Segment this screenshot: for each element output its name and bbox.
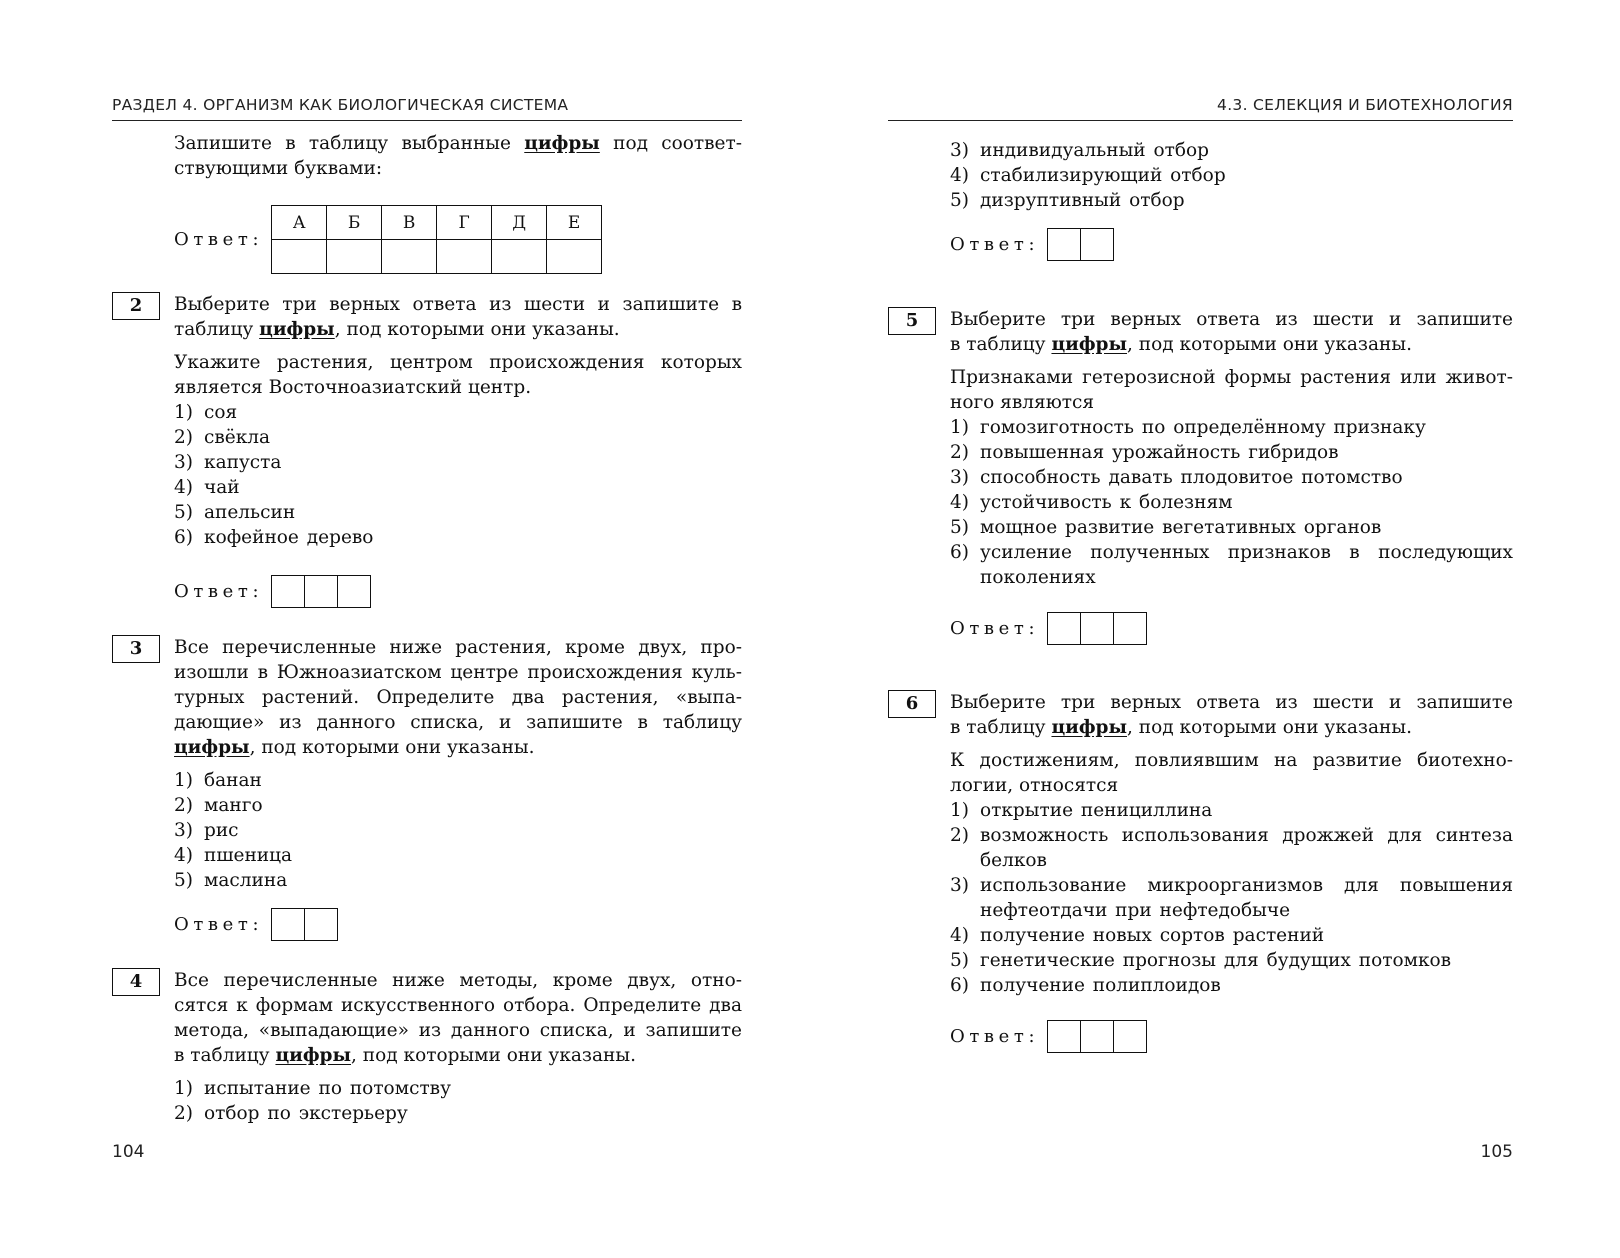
answer-label: Ответ:: [174, 581, 264, 602]
right-page: [888, 0, 1513, 1258]
answer-boxes: [1047, 1020, 1147, 1053]
answer-row-q2: [174, 575, 371, 608]
letter-header: Б: [327, 206, 382, 240]
letters-answer-table: [271, 205, 602, 274]
option-item: 3) капуста: [174, 452, 282, 473]
answer-box[interactable]: [1081, 229, 1113, 260]
letters-answer-row: [272, 240, 602, 274]
answer-row-q6: [950, 1020, 1147, 1053]
answer-boxes: [271, 908, 338, 941]
answer-box[interactable]: [1081, 613, 1114, 644]
option-item: 1) открытие пенициллина: [950, 800, 1213, 821]
option-item: 1) гомозиготность по определённому признаку: [950, 417, 1426, 438]
option-item: 6) усиление полученных признаков в последующих поколениях: [950, 542, 1513, 588]
question-6: Выберите три верных ответа из шести и запишите в таблицу цифры, под которыми они указаны. К достижениям, повлиявшим на развитие биотехно- логии, относятся 1) открытие пенициллина 2) возможность использования дрожжей для синтеза белков 3) использование микроорганизмов для повышения нефтеотдачи при нефтедобыче 4) получение новых сортов растений 5) генетические прогнозы для будущих потомков 6) получение полиплоидов: [950, 692, 1513, 996]
answer-cell[interactable]: [492, 240, 547, 274]
answer-row-q3: [174, 908, 338, 941]
letter-header: Д: [492, 206, 547, 240]
option-item: 2) повышенная урожайность гибридов: [950, 442, 1339, 463]
question-number-4: 4: [112, 968, 160, 996]
running-head-right: 4.3. СЕЛЕКЦИЯ И БИОТЕХНОЛОГИЯ: [888, 96, 1513, 121]
answer-box[interactable]: [272, 909, 305, 940]
answer-row-q5: [950, 612, 1147, 645]
answer-row-q4: [950, 228, 1114, 261]
answer-box[interactable]: [1114, 1021, 1146, 1052]
keyword-digits: цифры: [275, 1045, 352, 1066]
answer-boxes: [271, 575, 371, 608]
answer-boxes: [1047, 612, 1147, 645]
option-item: 5) генетические прогнозы для будущих потомков: [950, 950, 1452, 971]
option-item: 3) использование микроорганизмов для повышения нефтеотдачи при нефтедобыче: [950, 875, 1513, 921]
option-item: 2) возможность использования дрожжей для синтеза белков: [950, 825, 1513, 871]
keyword-digits: цифры: [259, 319, 335, 340]
question-number-5: 5: [888, 307, 936, 335]
answer-boxes: [1047, 228, 1114, 261]
letter-header: Е: [547, 206, 602, 240]
option-item: 6) получение полиплоидов: [950, 975, 1221, 996]
intro-text: Запишите в таблицу выбранные цифры под соответ-: [174, 133, 742, 154]
answer-label: Ответ:: [174, 914, 264, 935]
answer-cell[interactable]: [382, 240, 437, 274]
option-item: 4) чай: [174, 477, 240, 498]
letter-header: Г: [437, 206, 492, 240]
option-item: 3) индивидуальный отбор: [950, 140, 1210, 161]
option-item: 5) маслина: [174, 870, 288, 891]
answer-label: Ответ:: [950, 1026, 1040, 1047]
running-head-left: РАЗДЕЛ 4. ОРГАНИЗМ КАК БИОЛОГИЧЕСКАЯ СИСТЕМА: [112, 96, 742, 121]
question-4-continued: [950, 138, 1513, 213]
intro-text-line2: ствующими буквами:: [174, 158, 383, 179]
answer-box[interactable]: [1048, 1021, 1081, 1052]
question-number-2: 2: [112, 292, 160, 320]
page-number-left: 104: [112, 1142, 145, 1162]
option-item: 4) пшеница: [174, 845, 293, 866]
option-item: 1) соя: [174, 402, 238, 423]
option-item: 1) банан: [174, 770, 262, 791]
option-item: 5) дизруптивный отбор: [950, 190, 1185, 211]
letter-header: А: [272, 206, 327, 240]
option-item: 2) свёкла: [174, 427, 271, 448]
answer-box[interactable]: [305, 909, 337, 940]
answer-box[interactable]: [305, 576, 338, 607]
question-number-6: 6: [888, 690, 936, 718]
option-item: 2) отбор по экстерьеру: [174, 1103, 408, 1124]
answer-label: Ответ:: [950, 618, 1040, 639]
answer-box[interactable]: [1081, 1021, 1114, 1052]
keyword-digits: цифры: [524, 133, 600, 154]
keyword-digits: цифры: [1051, 334, 1128, 355]
option-item: 3) рис: [174, 820, 239, 841]
page-number-right: 105: [1480, 1142, 1513, 1162]
option-item: 6) кофейное дерево: [174, 527, 374, 548]
question-4: Все перечисленные ниже методы, кроме двух, отно- сятся к формам искусственного отбора. Определите два метода, «выпадающие» из данного списка, и запишите в таблицу цифры, под которыми они указаны. 1) испытание по потомству 2) отбор по экстерьеру: [174, 970, 742, 1124]
answer-table-row: [174, 205, 602, 274]
keyword-digits: цифры: [174, 737, 250, 758]
letter-header: В: [382, 206, 437, 240]
left-page: [112, 0, 742, 1258]
option-item: 3) способность давать плодовитое потомство: [950, 467, 1403, 488]
answer-box[interactable]: [338, 576, 370, 607]
letters-header-row: [272, 206, 602, 240]
answer-label: Ответ:: [950, 234, 1040, 255]
answer-box[interactable]: [1114, 613, 1146, 644]
option-item: 4) стабилизирующий отбор: [950, 165, 1226, 186]
q2-stem: Укажите растения, центром происхождения которых: [174, 352, 742, 373]
option-item: 1) испытание по потомству: [174, 1078, 451, 1099]
option-item: 5) апельсин: [174, 502, 296, 523]
answer-cell[interactable]: [327, 240, 382, 274]
answer-cell[interactable]: [547, 240, 602, 274]
option-item: 4) устойчивость к болезням: [950, 492, 1233, 513]
question-number-3: 3: [112, 635, 160, 663]
answer-label: Ответ:: [174, 229, 264, 250]
question-5: Выберите три верных ответа из шести и запишите в таблицу цифры, под которыми они указаны. Признаками гетерозисной формы растения или живот- ного являются 1) гомозиготность по определённому признаку 2) повышенная урожайность гибридов 3) способность давать плодовитое потомство 4) устойчивость к болезням 5) мощное развитие вегетативных органов 6) усиление полученных признаков в последующих поколениях: [950, 309, 1513, 588]
question-2: Выберите три верных ответа из шести и запишите в таблицу цифры, под которыми они указаны. Укажите растения, центром происхождения которых является Восточноазиатский центр. 1) соя 2) свёкла 3) капуста 4) чай 5) апельсин 6) кофейное дерево: [174, 294, 742, 548]
question-3: Все перечисленные ниже растения, кроме двух, про- изошли в Южноазиатском центре происхождения куль- турных растений. Определите два растения, «выпа- дающие» из данного списка, и запишите в таблицу цифры, под которыми они указаны. 1) банан 2) манго 3) рис 4) пшеница 5) маслина: [174, 637, 742, 891]
answer-box[interactable]: [272, 576, 305, 607]
answer-cell[interactable]: [437, 240, 492, 274]
option-item: 5) мощное развитие вегетативных органов: [950, 517, 1382, 538]
option-item: 4) получение новых сортов растений: [950, 925, 1325, 946]
answer-cell[interactable]: [272, 240, 327, 274]
answer-box[interactable]: [1048, 229, 1081, 260]
q2-instruction: Выберите три верных ответа из шести и запишите в: [174, 294, 742, 315]
answer-box[interactable]: [1048, 613, 1081, 644]
keyword-digits: цифры: [1051, 717, 1128, 738]
option-item: 2) манго: [174, 795, 263, 816]
